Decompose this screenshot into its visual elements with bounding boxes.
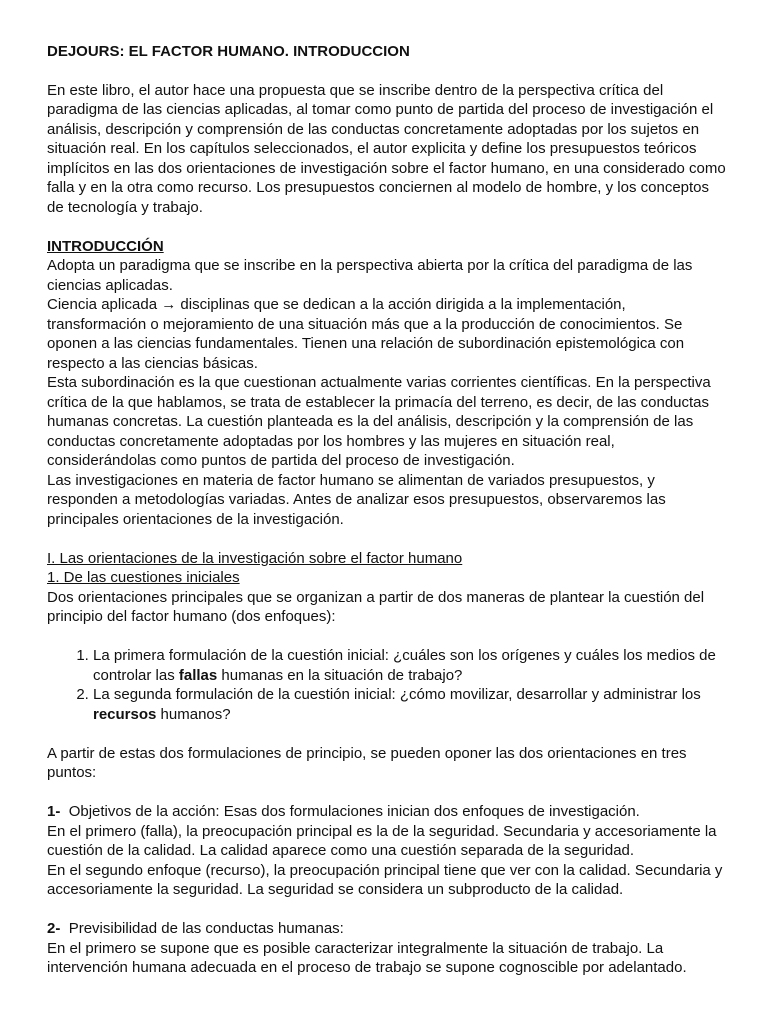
term: Ciencia aplicada: [47, 296, 158, 313]
paragraph: En el primero se supone que es posible caracterizar integralmente la situación de trabajo. La intervención humana adecuada en el proceso de trabajo se supone cognoscible por adelantado.: [47, 939, 687, 976]
paragraph-ciencia-aplicada: [47, 295, 728, 373]
point-title: Objetivos de la acción: Esas dos formulaciones inician dos enfoques de investigación.: [68, 803, 640, 820]
arrow-icon: →: [161, 296, 177, 313]
paragraph: A partir de estas dos formulaciones de principio, se pueden oponer las dos orientaciones en tres puntos:: [47, 744, 687, 781]
point-one: [47, 802, 728, 900]
paragraph: Dos orientaciones principales que se organizan a partir de dos maneras de plantear la cuestión del principio del factor humano (dos enfoques):: [47, 588, 705, 625]
list-item: [93, 646, 728, 685]
point-two: [47, 919, 728, 978]
list-item: [93, 685, 728, 724]
point-heading: [47, 802, 728, 822]
paragraph: En el primero (falla), la preocupación principal es la de la seguridad. Secundaria y accesoriamente la cuestión de la calidad. La calidad aparece como una cuestión separada de la seguridad.: [47, 822, 717, 859]
section-heading: I. Las orientaciones de la investigación sobre el factor humano: [47, 549, 463, 567]
section-introduccion: [47, 237, 728, 530]
definition: disciplinas que se dedican a la acción dirigida a la implementación, transformación o mejoramiento de una situación más que a la producción de conocimientos. Se oponen a las ciencias fundamentales. Tienen una relación de subordinación epistemológica con respecto a las ciencias básicas.: [47, 296, 685, 372]
emphasis: fallas: [178, 666, 218, 684]
document-title: DEJOURS: EL FACTOR HUMANO. INTRODUCCION: [47, 43, 410, 60]
numbered-list: [47, 646, 728, 724]
point-heading: [47, 919, 728, 939]
point-number: 2-: [47, 920, 61, 937]
point-number: 1-: [47, 803, 61, 820]
intro-paragraph: En este libro, el autor hace una propuesta que se inscribe dentro de la perspectiva crítica del paradigma de las ciencias aplicadas, al tomar como punto de partida del proceso de investigación el análisis, descripción y comprensión de las conductas concretamente adoptadas por los sujetos en situación real. En los capítulos seleccionados, el autor explicita y define los presupuestos teóricos implícitos en las dos orientaciones de investigación sobre el factor humano, en una considerado como falla y en la otra como recurso. Los presupuestos conciernen al modelo de hombre, y los conceptos de tecnología y trabajo.: [47, 81, 726, 216]
list-item-text: humanas en la situación de trabajo?: [217, 666, 463, 684]
subsection-heading: 1. De las cuestiones iniciales: [47, 569, 240, 586]
paragraph: Adopta un paradigma que se inscribe en la perspectiva abierta por la crítica del paradigma de las ciencias aplicadas.: [47, 257, 693, 294]
list-item-text: humanos?: [156, 705, 231, 723]
list-item-text: La primera formulación de la cuestión inicial: ¿cuáles son los orígenes y cuáles los medios de controlar las: [93, 647, 716, 684]
section-heading: INTRODUCCIÓN: [47, 237, 164, 255]
list-item-text: La segunda formulación de la cuestión inicial: ¿cómo movilizar, desarrollar y administrar los: [93, 686, 701, 703]
section-orientaciones: [47, 549, 728, 783]
paragraph: Las investigaciones en materia de factor humano se alimentan de variados presupuestos, y responden a metodologías variadas. Antes de analizar esos presupuestos, observaremos las principales orientaciones de la investigación.: [47, 471, 666, 528]
paragraph: Esta subordinación es la que cuestionan actualmente varias corrientes científicas. En la perspectiva crítica de la que hablamos, se trata de establecer la primacía del terreno, es decir, de las conductas humanas concretas. La cuestión planteada es la del análisis, descripción y la comprensión de las conductas concretamente adoptadas por los hombres y las mujeres en situación real, considerándolas como puntos de partida del proceso de investigación.: [47, 374, 711, 469]
paragraph: En el segundo enfoque (recurso), la preocupación principal tiene que ver con la calidad. Secundaria y accesoriamente la seguridad. La seguridad se considera un subproducto de la calidad.: [47, 861, 723, 898]
emphasis: recursos: [93, 705, 157, 723]
point-title: Previsibilidad de las conductas humanas:: [68, 920, 344, 937]
